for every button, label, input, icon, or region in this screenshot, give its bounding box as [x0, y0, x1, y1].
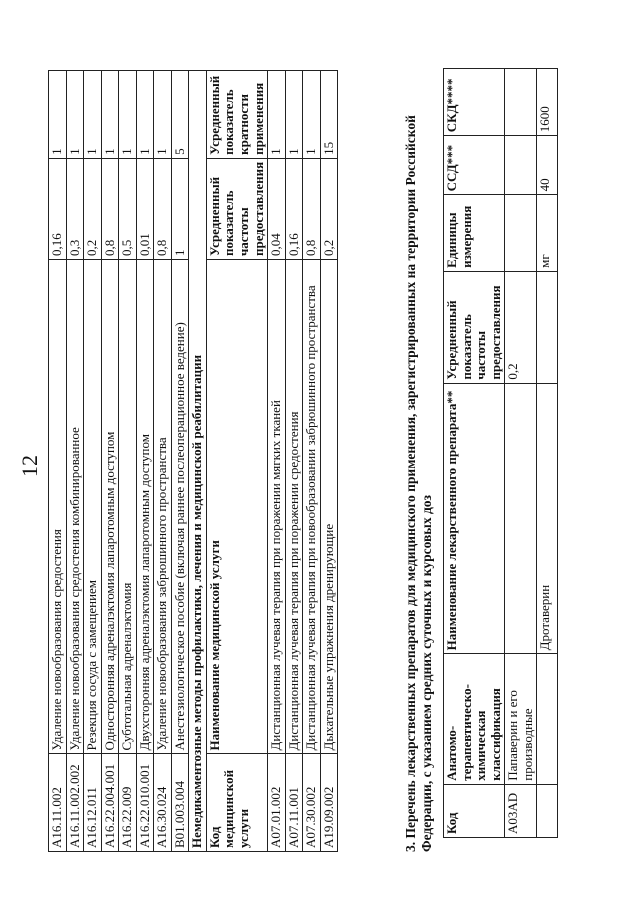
service-multiplicity: 1 — [66, 71, 84, 159]
header-ssd: ССД*** — [444, 136, 505, 195]
service-name: Удаление новообразования средостения комбинированное — [66, 260, 84, 754]
service-multiplicity: 1 — [303, 71, 321, 159]
service-name: Анестезиологическое пособие (включая раннее послеоперационное ведение) — [171, 260, 189, 754]
table-row — [154, 71, 172, 852]
table-row — [537, 69, 558, 838]
service-name: Односторонняя адреналэктомия лапаротомным доступом — [101, 260, 119, 754]
section-3-title: 3. Перечень лекарственных препаратов для медицинского применения, зарегистрированных на территории Российской Федерации, с указанием средних суточных и курсовых доз — [403, 115, 434, 852]
header-row — [206, 71, 267, 852]
service-name: Дистанционная лучевая терапия при поражении средостения — [285, 260, 303, 754]
table-row — [320, 71, 338, 852]
service-name: Удаление новообразования забрюшинного пространства — [154, 260, 172, 754]
service-code: A16.22.004.001 — [101, 754, 119, 852]
service-multiplicity: 1 — [268, 71, 286, 159]
header-unit: Единицы измерения — [444, 195, 505, 271]
drug-ssd — [505, 136, 537, 195]
service-frequency: 0,16 — [49, 158, 67, 259]
service-frequency: 0,04 — [268, 158, 286, 259]
service-code: A16.22.010.001 — [136, 754, 154, 852]
header-code: Код медицинской услуги — [206, 754, 267, 852]
table-row — [84, 71, 102, 852]
service-frequency: 1 — [171, 158, 189, 259]
service-code: B01.003.004 — [171, 754, 189, 852]
service-multiplicity: 1 — [154, 71, 172, 159]
header-atc: Анатомо-терапевтическо-химическая классификация — [444, 654, 505, 784]
drug-kod — [537, 784, 558, 837]
rotated-page-content — [48, 72, 640, 852]
service-frequency: 0,01 — [136, 158, 154, 259]
service-multiplicity: 1 — [49, 71, 67, 159]
service-name: Субтотальная адреналэктомия — [119, 260, 137, 754]
service-multiplicity: 15 — [320, 71, 338, 159]
page-number: 12 — [17, 455, 42, 477]
table-row — [101, 71, 119, 852]
service-multiplicity: 1 — [136, 71, 154, 159]
service-frequency: 0,16 — [285, 158, 303, 259]
drug-ssd: 40 — [537, 136, 558, 195]
header-name: Наименование медицинской услуги — [206, 260, 267, 754]
service-frequency: 0,2 — [84, 158, 102, 259]
service-frequency: 0,8 — [101, 158, 119, 259]
section-heading: Немедикаментозные методы профилактики, лечения и медицинской реабилитации — [189, 71, 207, 852]
service-code: A19.09.002 — [320, 754, 338, 852]
service-code: A07.01.002 — [268, 754, 286, 852]
header-kod: Код — [444, 784, 505, 837]
service-multiplicity: 1 — [285, 71, 303, 159]
service-name: Двухсторонняя адреналэктомия лапаротомным доступом — [136, 260, 154, 754]
service-frequency: 0,2 — [320, 158, 338, 259]
service-code: A16.11.002 — [49, 754, 67, 852]
drug-atc — [537, 654, 558, 784]
service-name: Дистанционная лучевая терапия при новообразовании забрюшинного пространства — [303, 260, 321, 754]
table-row — [303, 71, 321, 852]
drug-unit — [505, 195, 537, 271]
service-name: Резекция сосуда с замещением — [84, 260, 102, 754]
table-row — [66, 71, 84, 852]
service-name: Удаление новообразования средостения — [49, 260, 67, 754]
drug-frequency: 0,2 — [505, 271, 537, 383]
section-heading-row — [189, 71, 207, 852]
table-row — [136, 71, 154, 852]
service-code: A16.30.024 — [154, 754, 172, 852]
service-multiplicity: 1 — [119, 71, 137, 159]
header-row — [444, 69, 505, 838]
drug-kod: A03AD — [505, 784, 537, 837]
drug-skd — [505, 69, 537, 136]
drugs-table — [443, 68, 558, 838]
table-row — [49, 71, 67, 852]
service-code: A07.11.001 — [285, 754, 303, 852]
table-row — [119, 71, 137, 852]
drug-frequency — [537, 271, 558, 383]
drug-atc: Папаверин и его производные — [505, 654, 537, 784]
services-table — [48, 70, 338, 852]
service-code: A16.11.002.002 — [66, 754, 84, 852]
service-code: A07.30.002 — [303, 754, 321, 852]
header-frequency: Усредненный показатель частоты предоставления — [206, 158, 267, 259]
service-multiplicity: 1 — [84, 71, 102, 159]
service-multiplicity: 1 — [101, 71, 119, 159]
service-frequency: 0,8 — [303, 158, 321, 259]
header-skd: СКД**** — [444, 69, 505, 136]
service-multiplicity: 5 — [171, 71, 189, 159]
service-code: A16.12.011 — [84, 754, 102, 852]
drug-skd: 1600 — [537, 69, 558, 136]
header-drug: Наименование лекарственного препарата** — [444, 383, 505, 654]
service-name: Дистанционная лучевая терапия при поражении мягких тканей — [268, 260, 286, 754]
table-row — [268, 71, 286, 852]
service-code: A16.22.009 — [119, 754, 137, 852]
header-frequency: Усредненный показатель частоты предоставления — [444, 271, 505, 383]
table-row — [285, 71, 303, 852]
drug-name: Дротаверин — [537, 383, 558, 654]
service-frequency: 0,8 — [154, 158, 172, 259]
drug-name — [505, 383, 537, 654]
service-name: Дыхательные упражнения дренирующие — [320, 260, 338, 754]
service-frequency: 0,3 — [66, 158, 84, 259]
service-frequency: 0,5 — [119, 158, 137, 259]
table-row — [505, 69, 537, 838]
header-multiplicity: Усредненный показатель кратности применения — [206, 71, 267, 159]
drug-unit: мг — [537, 195, 558, 271]
table-row — [171, 71, 189, 852]
